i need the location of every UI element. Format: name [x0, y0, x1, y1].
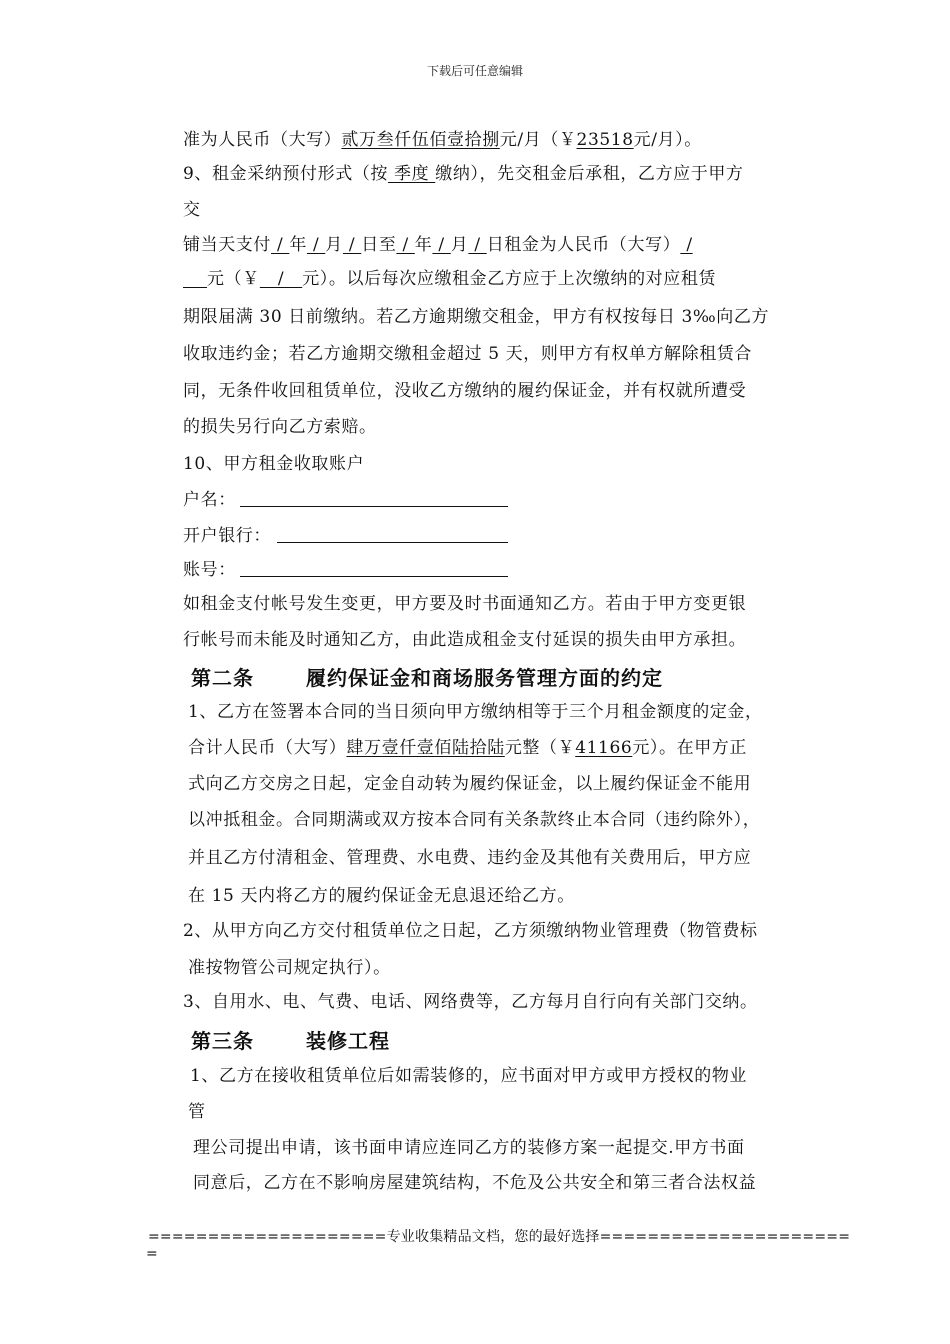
- blank-slot: /: [306, 235, 326, 255]
- text: 元）。在甲方正: [632, 738, 748, 758]
- text-line: 并且乙方付清租金、管理费、水电费、违约金及其他有关费用后，甲方应: [188, 848, 752, 868]
- blank-slot: /: [432, 235, 451, 255]
- text-line: 收取违约金；若乙方逾期交缴租金超过 5 天，则甲方有权单方解除租赁合: [183, 344, 753, 364]
- text-line: 3、自用水、电、气费、电话、网络费等，乙方每月自行向有关部门交纳。: [183, 992, 758, 1012]
- page-header-note: 下载后可任意编辑: [426, 64, 523, 78]
- text-line: [183, 162, 744, 186]
- blank-slot: /: [396, 235, 415, 255]
- text-line: [183, 233, 693, 257]
- text: 元整（￥: [504, 738, 576, 758]
- blank-slot: /: [468, 235, 487, 255]
- text-line: [183, 267, 716, 291]
- text: 月: [450, 235, 469, 255]
- payment-period: 季度: [388, 164, 436, 184]
- section-heading: [191, 1025, 390, 1054]
- text: 元）。以后每次应缴租金乙方应于上次缴纳的对应租赁: [302, 269, 717, 289]
- text-line: 同意后，乙方在不影响房屋建筑结构，不危及公共安全和第三者合法权益: [193, 1173, 757, 1193]
- text-line: 的损失另行向乙方索赔。: [183, 417, 377, 437]
- text-line: 10、甲方租金收取账户: [183, 454, 365, 474]
- text-line: 如租金支付帐号发生变更，甲方要及时书面通知乙方。若由于甲方变更银: [183, 594, 747, 614]
- text-line: 2、从甲方向乙方交付租赁单位之日起，乙方须缴纳物业管理费（物管费标: [183, 921, 758, 941]
- text: 元/月（￥: [499, 130, 577, 150]
- amount-figure: 41166: [575, 738, 633, 758]
- section-number: 第三条: [191, 1029, 254, 1053]
- text-line: [183, 128, 702, 152]
- text: 铺当天支付: [183, 235, 271, 255]
- text-line: 交: [183, 200, 201, 220]
- text-line: 同，无条件收回租赁单位，没收乙方缴纳的履约保证金，并有权就所遭受: [183, 381, 747, 401]
- section-title: 履约保证金和商场服务管理方面的约定: [306, 666, 663, 690]
- text-line: 准按物管公司规定执行）。: [188, 958, 391, 978]
- blank-slot: /: [271, 235, 290, 255]
- text-line: [188, 736, 747, 760]
- account-number-field: [240, 576, 508, 577]
- amount-figure: 23518: [576, 130, 634, 150]
- blank-slot: [183, 269, 207, 289]
- text: 日至: [361, 235, 397, 255]
- text: 准为人民币（大写）: [183, 130, 342, 150]
- text: 合计人民币（大写）: [188, 738, 347, 758]
- account-name-label: 户名：: [183, 490, 236, 510]
- text-line: 1、乙方在接收租赁单位后如需装修的，应书面对甲方或甲方授权的物业: [190, 1066, 748, 1086]
- account-number-label: 账号：: [183, 560, 236, 580]
- text: 月: [325, 235, 343, 255]
- text-line: 式向乙方交房之日起，定金自动转为履约保证金，以上履约保证金不能用: [188, 774, 752, 794]
- text: 元（￥: [207, 269, 260, 289]
- text-line: 期限届满 30 日前缴纳。若乙方逾期缴交租金，甲方有权按每日 3‰向乙方: [183, 307, 770, 327]
- blank-slot: /: [259, 269, 303, 289]
- text-line: 1、乙方在签署本合同的当日须向甲方缴纳相等于三个月租金额度的定金，: [188, 702, 763, 722]
- text-line: 在 15 天内将乙方的履约保证金无息退还给乙方。: [188, 886, 575, 906]
- text-line: 管: [188, 1102, 206, 1122]
- amount-in-words: 贰万叁仟伍佰壹拾捌: [341, 130, 500, 150]
- page-footer: ====================专业收集精品文档，您的最好选择=====================: [148, 1229, 851, 1245]
- bank-label: 开户银行：: [183, 526, 271, 546]
- section-heading: [191, 662, 663, 691]
- text-line: 行帐号而未能及时通知乙方，由此造成租金支付延误的损失由甲方承担。: [183, 630, 747, 650]
- page-footer-tail: =: [146, 1246, 158, 1262]
- text: 年: [289, 235, 307, 255]
- bank-field: [277, 542, 508, 543]
- blank-slot: /: [342, 235, 362, 255]
- text: 缴纳），先交租金后承租，乙方应于甲方: [435, 164, 744, 184]
- blank-slot: /: [680, 235, 693, 255]
- amount-in-words: 肆万壹仟壹佰陆拾陆: [346, 738, 505, 758]
- text: 元/月）。: [633, 130, 702, 150]
- text-line: 理公司提出申请，该书面申请应连同乙方的装修方案一起提交.甲方书面: [193, 1138, 745, 1158]
- section-number: 第二条: [191, 666, 254, 690]
- text: 9、租金采纳预付形式（按: [183, 164, 389, 184]
- text: 年: [414, 235, 433, 255]
- text: 日租金为人民币（大写）: [486, 235, 681, 255]
- text-line: 以冲抵租金。合同期满或双方按本合同有关条款终止本合同（违约除外），: [188, 810, 761, 830]
- section-title: 装修工程: [306, 1029, 390, 1053]
- account-name-field: [240, 506, 508, 507]
